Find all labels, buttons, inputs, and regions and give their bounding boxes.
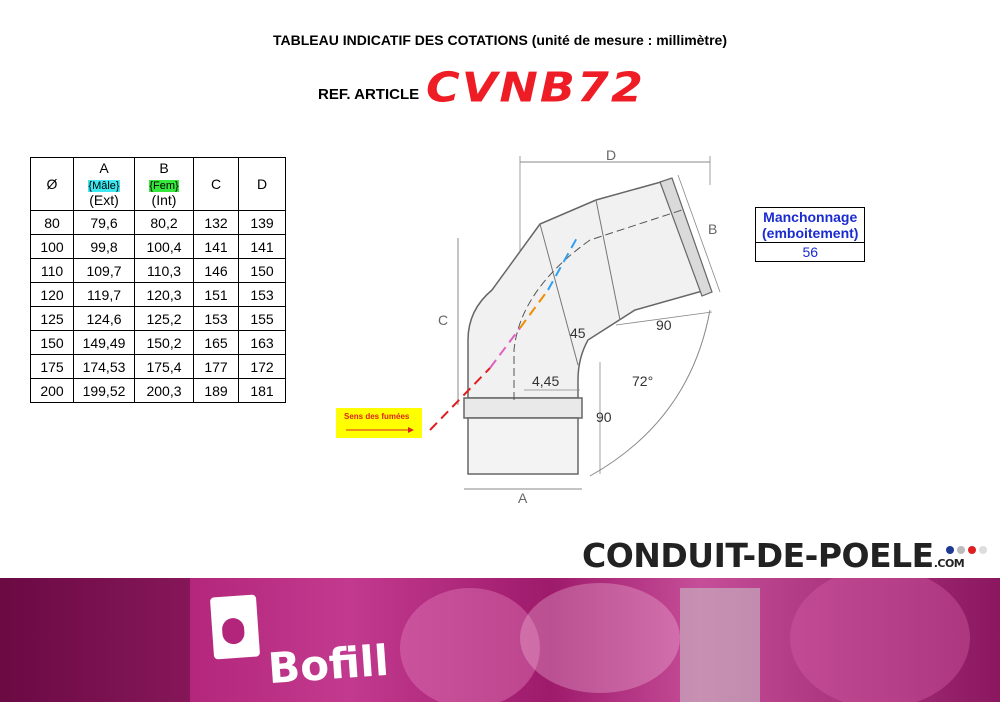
site-logo-tld: .COM: [933, 557, 965, 570]
table-header-row: [31, 158, 286, 211]
table-row: [31, 283, 286, 307]
table-cell: 80: [31, 211, 74, 235]
ref-label: REF. ARTICLE: [318, 86, 420, 103]
table-cell: 149,49: [74, 331, 135, 355]
table-cell: 79,6: [74, 211, 135, 235]
dimensions-table: [30, 157, 286, 403]
elbow-diagram: [420, 140, 740, 510]
label-a: A: [518, 490, 528, 506]
table-cell: 165: [194, 331, 239, 355]
bofill-logo-icon: [210, 594, 260, 659]
elbow-body: [468, 180, 706, 398]
ref-code: CVNB72: [426, 62, 645, 112]
label-d: D: [606, 147, 617, 163]
table-cell: 174,53: [74, 355, 135, 379]
table-cell: 199,52: [74, 379, 135, 403]
table-row: [31, 379, 286, 403]
table-cell: 175: [31, 355, 74, 379]
table-cell: 153: [239, 283, 286, 307]
table-cell: 120: [31, 283, 74, 307]
table-cell: 139: [239, 211, 286, 235]
manchonnage-title: [756, 208, 865, 243]
col-a-sub: (Ext): [89, 192, 119, 208]
col-d: D: [239, 158, 286, 211]
label-72: 72°: [632, 373, 654, 389]
col-a-label: A: [99, 160, 109, 176]
col-b-sub: (Int): [151, 192, 177, 208]
table-cell: 100,4: [135, 235, 194, 259]
col-b: [135, 158, 194, 211]
table-cell: 119,7: [74, 283, 135, 307]
table-cell: 125: [31, 307, 74, 331]
table-row: [31, 259, 286, 283]
logo-dots-icon: [944, 544, 990, 556]
page-title: TABLEAU INDICATIF DES COTATIONS (unité de mesure : millimètre): [273, 32, 727, 48]
table-cell: 150: [31, 331, 74, 355]
table-cell: 132: [194, 211, 239, 235]
site-logo: [582, 536, 964, 575]
elbow-bottom: [468, 418, 578, 474]
elbow-socket: [464, 398, 582, 418]
manchonnage-title-line2: (emboitement): [762, 225, 859, 241]
table-cell: 189: [194, 379, 239, 403]
table-cell: 125,2: [135, 307, 194, 331]
manchonnage-box: [755, 207, 865, 262]
col-b-label: B: [159, 160, 169, 176]
table-cell: 177: [194, 355, 239, 379]
label-c: C: [438, 312, 449, 328]
table-cell: 200,3: [135, 379, 194, 403]
table-cell: 146: [194, 259, 239, 283]
table-cell: 181: [239, 379, 286, 403]
angle-arc: [590, 310, 710, 476]
label-90-side: 90: [596, 409, 612, 425]
smoke-direction-note: [336, 408, 422, 438]
table-cell: 151: [194, 283, 239, 307]
table-cell: 163: [239, 331, 286, 355]
manchonnage-value: 56: [756, 243, 865, 262]
brand-banner: [0, 578, 1000, 702]
table-row: [31, 211, 286, 235]
table-row: [31, 235, 286, 259]
banner-decoration: [0, 578, 1000, 702]
table-cell: 172: [239, 355, 286, 379]
table-cell: 153: [194, 307, 239, 331]
table-row: [31, 355, 286, 379]
col-a: [74, 158, 135, 211]
label-45: 45: [570, 325, 586, 341]
table-cell: 200: [31, 379, 74, 403]
table-cell: 141: [194, 235, 239, 259]
label-90-top: 90: [656, 317, 672, 333]
label-b: B: [708, 221, 718, 237]
table-cell: 99,8: [74, 235, 135, 259]
table-cell: 124,6: [74, 307, 135, 331]
col-diameter: Ø: [31, 158, 74, 211]
table-cell: 100: [31, 235, 74, 259]
col-a-tag: {Mâle}: [88, 180, 120, 192]
smoke-direction-label: Sens des fumées: [344, 412, 410, 421]
table-cell: 120,3: [135, 283, 194, 307]
col-b-tag: {Fem}: [149, 180, 179, 192]
manchonnage-title-line1: Manchonnage: [763, 209, 858, 225]
table-cell: 155: [239, 307, 286, 331]
table-cell: 175,4: [135, 355, 194, 379]
table-cell: 109,7: [74, 259, 135, 283]
bofill-brand: Bofill: [266, 635, 391, 694]
table-cell: 110,3: [135, 259, 194, 283]
label-445: 4,45: [532, 373, 560, 389]
arrow-right-icon: [346, 426, 416, 434]
table-row: [31, 307, 286, 331]
table-cell: 150,2: [135, 331, 194, 355]
table-cell: 80,2: [135, 211, 194, 235]
table-row: [31, 331, 286, 355]
col-c: C: [194, 158, 239, 211]
table-cell: 150: [239, 259, 286, 283]
table-cell: 141: [239, 235, 286, 259]
table-cell: 110: [31, 259, 74, 283]
site-logo-text: CONDUIT-DE-POELE: [582, 536, 934, 575]
